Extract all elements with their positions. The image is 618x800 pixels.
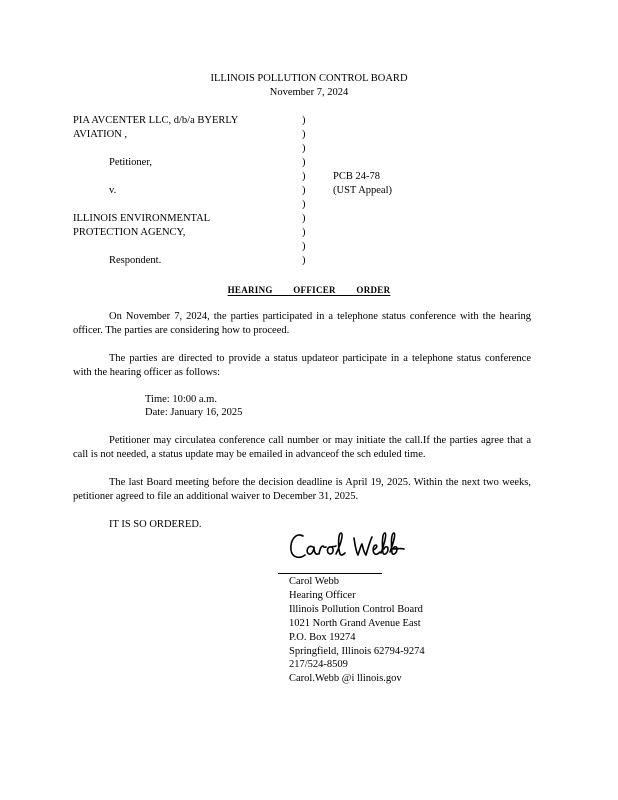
- caption-paren: ): [302, 129, 306, 140]
- address-city: Springfield, Illinois 62794-9274: [289, 646, 425, 657]
- paragraph-deadline: The last Board meeting before the decision deadline is April 19, 2025. Within the next two weeks, petitioner agreed to file an additional waiver to December 31, 2025.: [73, 477, 531, 502]
- paragraph-status-conference: On November 7, 2024, the parties participated in a telephone status conference with the hearing officer. The parties are considering how to proceed.: [73, 311, 531, 336]
- respondent-name-line2: PROTECTION AGENCY,: [73, 227, 186, 238]
- address-po-box: P.O. Box 19274: [289, 632, 356, 643]
- signer-name: Carol Webb: [289, 576, 339, 587]
- caption-paren: ): [302, 157, 306, 168]
- versus-label: v.: [109, 185, 117, 196]
- petitioner-role: Petitioner,: [109, 157, 153, 168]
- paragraph-directive: The parties are directed to provide a status updateor participate in a telephone status conference with the hearing officer as follows:: [73, 353, 531, 378]
- caption-paren: ): [302, 171, 306, 182]
- schedule-time: Time: 10:00 a.m.: [145, 394, 217, 405]
- paragraph-conference-call: Petitioner may circulatea conference call number or may initiate the call.If the parties agree that a call is not needed, a status update may be emailed in advanceof the sch eduled time.: [73, 435, 531, 460]
- order-date: November 7, 2024: [269, 87, 349, 98]
- caption-paren: ): [302, 227, 306, 238]
- caption-paren: ): [302, 241, 306, 252]
- signature-line: [278, 573, 382, 574]
- email-address: Carol.Webb @i llinois.gov: [289, 673, 402, 684]
- case-type: (UST Appeal): [333, 185, 393, 196]
- petitioner-name-line1: PIA AVCENTER LLC, d/b/a BYERLY: [73, 115, 239, 126]
- caption-paren: ): [302, 213, 306, 224]
- schedule-date: Date: January 16, 2025: [145, 407, 243, 418]
- caption-paren: ): [302, 185, 306, 196]
- caption-paren: ): [302, 199, 306, 210]
- petitioner-name-line2: AVIATION ,: [73, 129, 128, 140]
- agency-heading: ILLINOIS POLLUTION CONTROL BOARD: [210, 73, 408, 84]
- phone-number: 217/524-8509: [289, 659, 348, 670]
- respondent-role: Respondent.: [109, 255, 162, 266]
- closing-statement: IT IS SO ORDERED.: [109, 519, 202, 530]
- handwritten-signature: [288, 528, 413, 568]
- respondent-name-line1: ILLINOIS ENVIRONMENTAL: [73, 213, 211, 224]
- address-street: 1021 North Grand Avenue East: [289, 618, 421, 629]
- caption-paren: ): [302, 115, 306, 126]
- signer-title: Hearing Officer: [289, 590, 356, 601]
- signer-organization: Illinois Pollution Control Board: [289, 604, 423, 615]
- caption-paren: ): [302, 143, 306, 154]
- order-title: HEARING OFFICER ORDER: [227, 285, 391, 295]
- case-number: PCB 24-78: [333, 171, 380, 182]
- caption-paren: ): [302, 255, 306, 266]
